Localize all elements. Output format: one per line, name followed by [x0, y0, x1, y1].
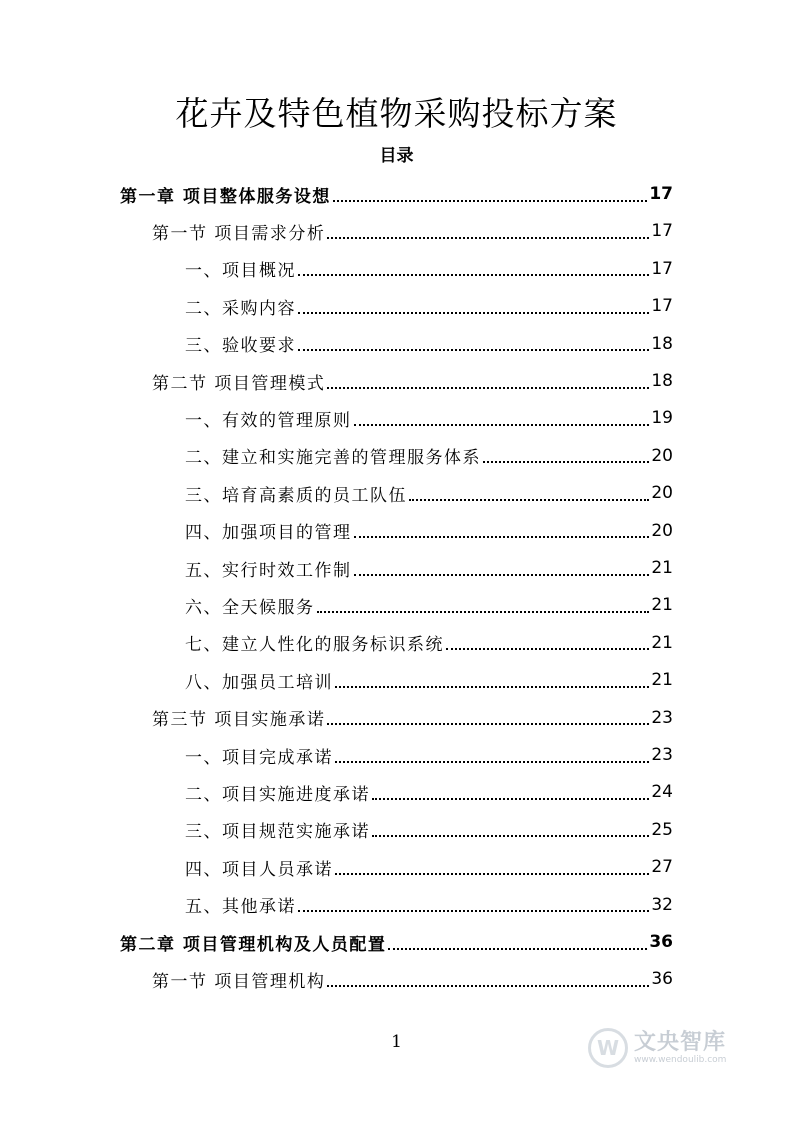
- toc-leader-dots: [333, 199, 647, 202]
- toc-entry[interactable]: [0, 849, 673, 885]
- toc-leader-dots: [335, 760, 649, 763]
- toc-entry-page: 21: [651, 595, 673, 616]
- toc-entry-label: 六、全天候服务: [185, 597, 315, 618]
- toc-leader-dots: [327, 236, 649, 239]
- toc-entry[interactable]: [0, 774, 673, 810]
- toc-leader-dots: [372, 834, 649, 837]
- toc-leader-dots: [298, 273, 649, 276]
- toc-entry[interactable]: [0, 251, 673, 287]
- toc-entry-label: 三、培育高素质的员工队伍: [185, 485, 407, 506]
- toc-entry[interactable]: [0, 812, 673, 848]
- toc-entry-label: 第三节 项目实施承诺: [152, 710, 326, 731]
- toc-entry-page: 17: [651, 258, 673, 279]
- toc-entry[interactable]: [0, 924, 673, 960]
- page-number: 1: [391, 1032, 402, 1052]
- toc-entry[interactable]: [0, 662, 673, 698]
- toc-entry-page: 36: [651, 969, 673, 990]
- toc-entry-label: 三、验收要求: [185, 336, 296, 357]
- toc-entry[interactable]: [0, 513, 673, 549]
- watermark-url: www.wendoulib.com: [634, 1055, 727, 1065]
- toc-entry[interactable]: [0, 326, 673, 362]
- toc-entry[interactable]: [0, 288, 673, 324]
- toc-heading: 目录: [379, 146, 414, 166]
- toc-entry-page: 25: [651, 819, 673, 840]
- toc-entry[interactable]: [0, 587, 673, 623]
- toc-entry[interactable]: [0, 438, 673, 474]
- toc-entry[interactable]: [0, 961, 673, 997]
- toc-leader-dots: [335, 685, 649, 688]
- toc-leader-dots: [298, 311, 649, 314]
- toc-entry-label: 七、建立人性化的服务标识系统: [185, 635, 444, 656]
- toc-entry-page: 23: [651, 707, 673, 728]
- toc-leader-dots: [327, 984, 649, 987]
- toc-entry[interactable]: [0, 363, 673, 399]
- toc-leader-dots: [354, 573, 650, 576]
- toc-entry-page: 27: [651, 857, 673, 878]
- toc-entry-page: 17: [651, 221, 673, 242]
- toc-entry-label: 二、采购内容: [185, 298, 296, 319]
- toc-entry[interactable]: [0, 475, 673, 511]
- watermark: [588, 1020, 778, 1076]
- toc-entry-page: 17: [651, 296, 673, 317]
- toc-entry[interactable]: [0, 213, 673, 249]
- document-title: 花卉及特色植物采购投标方案: [175, 94, 618, 133]
- toc-entry[interactable]: [0, 550, 673, 586]
- toc-entry-label: 一、项目完成承诺: [185, 747, 333, 768]
- toc-entry-page: 21: [651, 632, 673, 653]
- toc-entry-label: 二、建立和实施完善的管理服务体系: [185, 448, 481, 469]
- toc-leader-dots: [372, 797, 649, 800]
- toc-entry-page: 17: [649, 184, 673, 204]
- toc-entry-page: 20: [651, 445, 673, 466]
- toc-entry[interactable]: [0, 887, 673, 923]
- toc-leader-dots: [327, 722, 649, 725]
- toc-entry-page: 32: [651, 894, 673, 915]
- toc-entry-page: 21: [651, 670, 673, 691]
- toc-entry-label: 一、项目概况: [185, 261, 296, 282]
- toc-entry-label: 四、加强项目的管理: [185, 523, 352, 544]
- toc-entry-label: 二、项目实施进度承诺: [185, 784, 370, 805]
- toc-leader-dots: [483, 460, 649, 463]
- toc-entry-label: 四、项目人员承诺: [185, 859, 333, 880]
- toc-leader-dots: [354, 535, 650, 538]
- toc-entry-label: 第一章 项目整体服务设想: [120, 186, 331, 207]
- toc-entry-page: 20: [651, 520, 673, 541]
- toc-leader-dots: [298, 348, 649, 351]
- toc-entry-page: 21: [651, 558, 673, 578]
- watermark-name: 文央智库: [634, 1030, 727, 1055]
- toc-entry-label: 第一节 项目管理机构: [152, 971, 326, 992]
- toc-entry-page: 24: [651, 782, 673, 803]
- toc-entry[interactable]: [0, 737, 673, 773]
- toc-entry-label: 五、实行时效工作制: [185, 560, 352, 581]
- toc-entry-label: 一、有效的管理原则: [185, 410, 352, 431]
- toc-leader-dots: [327, 386, 649, 389]
- toc-leader-dots: [335, 872, 649, 875]
- toc-leader-dots: [298, 909, 649, 912]
- toc-entry-page: 18: [651, 333, 673, 354]
- toc-leader-dots: [354, 423, 650, 426]
- toc-entry-label: 八、加强员工培训: [185, 672, 333, 693]
- toc-entry[interactable]: [0, 700, 673, 736]
- toc-entry-label: 第二章 项目管理机构及人员配置: [120, 934, 387, 955]
- toc-entry-page: 20: [651, 483, 673, 504]
- toc-entry-page: 19: [651, 408, 673, 429]
- toc-entry[interactable]: [0, 625, 673, 661]
- toc-leader-dots: [388, 947, 647, 950]
- wenku-logo-icon: W: [588, 1028, 628, 1068]
- toc-entry-label: 五、其他承诺: [185, 897, 296, 918]
- toc-entry-page: 23: [651, 745, 673, 765]
- toc-entry[interactable]: [0, 400, 673, 436]
- toc-entry[interactable]: [0, 176, 673, 212]
- toc-entry-label: 第一节 项目需求分析: [152, 223, 326, 244]
- toc-entry-page: 18: [651, 371, 673, 391]
- toc-leader-dots: [446, 647, 649, 650]
- toc-leader-dots: [317, 610, 650, 613]
- toc-entry-label: 三、项目规范实施承诺: [185, 822, 370, 843]
- toc-entry-page: 36: [649, 932, 673, 952]
- toc-entry-label: 第二节 项目管理模式: [152, 373, 326, 394]
- toc-leader-dots: [409, 498, 649, 501]
